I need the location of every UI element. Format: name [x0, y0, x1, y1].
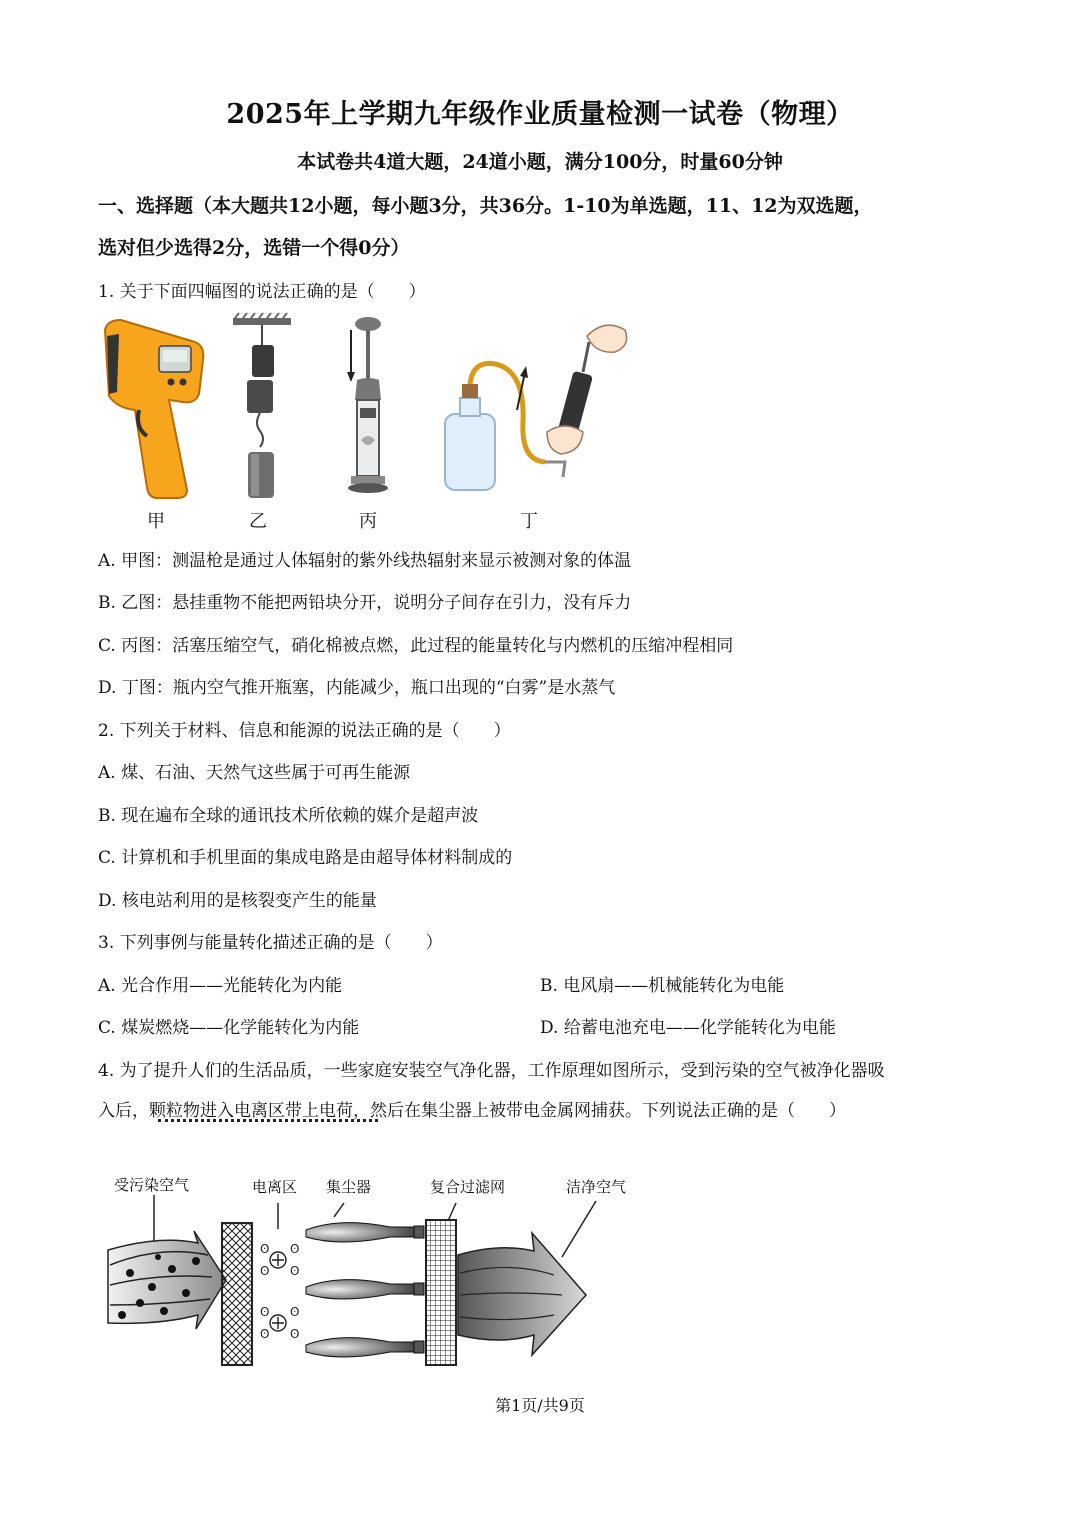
- question-4-stem-line1: 4. 为了提升人们的生活品质，一些家庭安装空气净化器，工作原理如图所示，受到污染的空气被净化器吸: [98, 1061, 885, 1081]
- svg-text:ʘ: ʘ: [260, 1242, 270, 1256]
- question-2-option-b: B. 现在遍布全球的通讯技术所依赖的媒介是超声波: [98, 806, 479, 826]
- svg-text:ʘ: ʘ: [260, 1305, 270, 1319]
- question-1-option-a: A. 甲图：测温枪是通过人体辐射的紫外线热辐射来显示被测对象的体温: [98, 551, 632, 571]
- svg-text:ʘ: ʘ: [290, 1264, 300, 1278]
- compression-cylinder-image: [347, 317, 388, 493]
- svg-text:ʘ: ʘ: [260, 1327, 270, 1341]
- exam-title: 2025年上学期九年级作业质量检测一试卷（物理）: [226, 99, 854, 130]
- question-1-stem: 1. 关于下面四幅图的说法正确的是（ ）: [98, 282, 426, 302]
- figure-caption-ding: 丁: [520, 511, 538, 532]
- figure-caption-bing: 丙: [359, 511, 377, 532]
- label-dust-collector: 集尘器: [326, 1178, 372, 1196]
- emphasis-dots: [158, 1118, 378, 1122]
- figure-caption-yi: 乙: [249, 511, 267, 532]
- bottle-pump-image: [445, 325, 627, 490]
- question-1-option-d: D. 丁图：瓶内空气推开瓶塞，内能减少，瓶口出现的“白雾”是水蒸气: [98, 678, 616, 698]
- svg-text:ʘ: ʘ: [290, 1305, 300, 1319]
- air-purifier-diagram: [100, 1195, 640, 1370]
- question-3-stem: 3. 下列事例与能量转化描述正确的是（ ）: [98, 933, 443, 953]
- question-3-option-b: B. 电风扇——机械能转化为电能: [540, 976, 785, 996]
- svg-text:ʘ: ʘ: [260, 1264, 270, 1278]
- page-number: 第1页/共9页: [495, 1396, 585, 1415]
- question-2-option-a: A. 煤、石油、天然气这些属于可再生能源: [98, 763, 411, 783]
- section-heading-line2: 选对但少选得2分，选错一个得0分）: [98, 237, 410, 259]
- label-ionization-zone: 电离区: [252, 1178, 298, 1196]
- lead-blocks-image: [233, 313, 291, 498]
- label-composite-filter: 复合过滤网: [430, 1178, 506, 1196]
- label-clean-air: 洁净空气: [566, 1178, 627, 1196]
- label-polluted-air: 受污染空气: [114, 1176, 190, 1194]
- question-1-option-b: B. 乙图：悬挂重物不能把两铅块分开，说明分子间存在引力，没有斥力: [98, 593, 632, 613]
- thermometer-gun-image: [105, 320, 203, 498]
- exam-subtitle: 本试卷共4道大题，24道小题，满分100分，时量60分钟: [297, 151, 783, 173]
- question-1-option-c: C. 丙图：活塞压缩空气，硝化棉被点燃，此过程的能量转化与内燃机的压缩冲程相同: [98, 636, 734, 656]
- question-3-option-a: A. 光合作用——光能转化为内能: [98, 976, 343, 996]
- question-2-option-d: D. 核电站利用的是核裂变产生的能量: [98, 891, 377, 911]
- question-1-figures: [95, 312, 655, 507]
- svg-text:ʘ: ʘ: [290, 1327, 300, 1341]
- question-2-stem: 2. 下列关于材料、信息和能源的说法正确的是（ ）: [98, 721, 511, 741]
- question-2-option-c: C. 计算机和手机里面的集成电路是由超导体材料制成的: [98, 848, 513, 868]
- svg-text:ʘ: ʘ: [290, 1242, 300, 1256]
- question-3-option-d: D. 给蓄电池充电——化学能转化为电能: [540, 1018, 836, 1038]
- question-3-option-c: C. 煤炭燃烧——化学能转化为内能: [98, 1018, 360, 1038]
- section-heading-line1: 一、选择题（本大题共12小题，每小题3分，共36分。1-10为单选题，11、12为双选题，: [98, 195, 873, 217]
- question-4-stem-line2: 入后，颗粒物进入电离区带上电荷，然后在集尘器上被带电金属网捕获。下列说法正确的是（ ）: [98, 1101, 846, 1121]
- figure-caption-jia: 甲: [147, 511, 165, 532]
